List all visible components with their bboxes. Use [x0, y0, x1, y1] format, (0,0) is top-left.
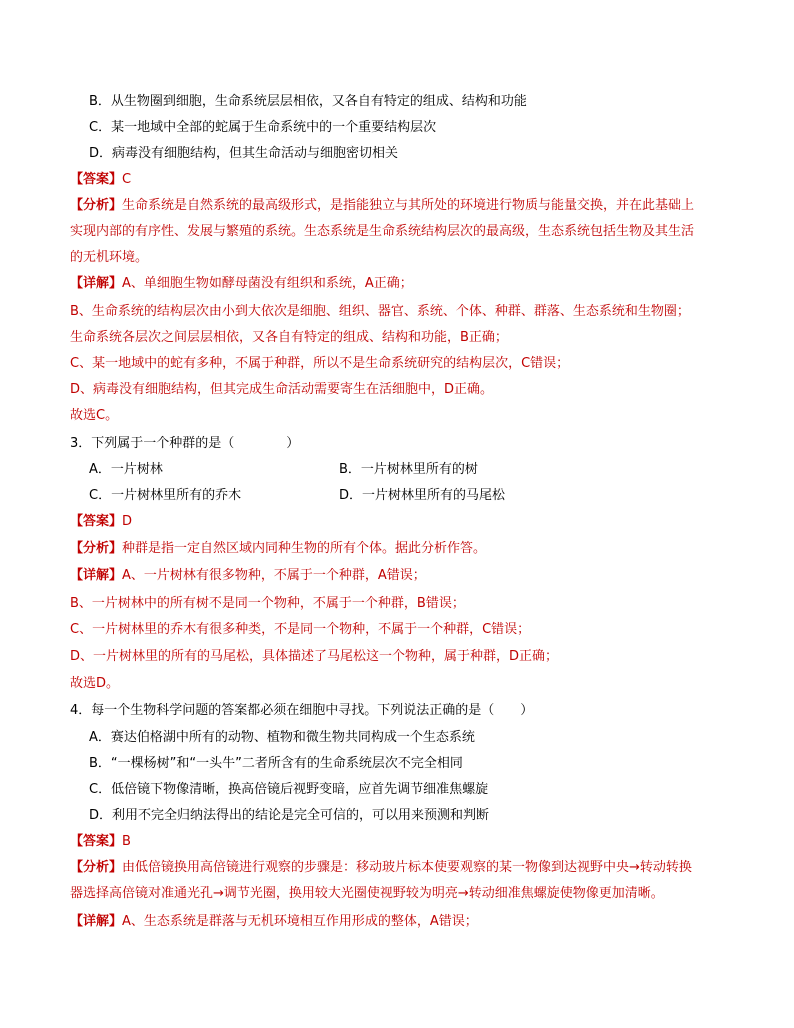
q2-option-b: B．从生物圈到细胞，生命系统层层相依，又各自有特定的组成、结构和功能	[89, 94, 527, 109]
q3-analysis-line-1	[70, 539, 486, 559]
q4-option-c: C．低倍镜下物像清晰，换高倍镜后视野变暗，应首先调节细准焦螺旋	[89, 782, 489, 797]
q3-detail-line-1	[70, 566, 426, 586]
q3-detail-line-5: 故选D。	[70, 676, 120, 691]
q3-detail-line-4: D、一片树林里的所有的马尾松，具体描述了马尾松这一个物种，属于种群，D正确；	[70, 649, 559, 664]
q2-detail-line-2: B、生命系统的结构层次由小到大依次是细胞、组织、器官、系统、个体、种群、群落、生态系统和生物圈；	[70, 304, 690, 319]
q2-detail-line-3: 生命系统各层次之间层层相依，又各自有特定的组成、结构和功能，B正确；	[70, 330, 508, 345]
q2-option-c: C．某一地域中全部的蛇属于生命系统中的一个重要结构层次	[89, 120, 437, 135]
q4-answer-value: B	[122, 834, 131, 849]
q2-option-d: D．病毒没有细胞结构，但其生命活动与细胞密切相关	[89, 146, 399, 161]
q3-answer-value: D	[122, 514, 133, 529]
q2-analysis-tag: 【分析】	[70, 198, 123, 213]
q3-option-c: C．一片树林里所有的乔木	[89, 488, 242, 503]
q2-analysis-text: 生命系统是自然系统的最高级形式，是指能独立与其所处的环境进行物质与能量交换，并在此基础上	[122, 198, 695, 213]
q2-detail-text: A、单细胞生物如酵母菌没有组织和系统，A正确；	[122, 276, 413, 291]
q3-stem: 3．下列属于一个种群的是（ ）	[70, 436, 300, 451]
q4-answer-tag: 【答案】	[70, 834, 123, 849]
q2-detail-line-6: 故选C。	[70, 408, 119, 423]
q3-detail-line-3: C、一片树林里的乔木有很多种类，不是同一个物种，不属于一个种群，C错误；	[70, 622, 531, 637]
q4-detail-text: A、生态系统是群落与无机环境相互作用形成的整体，A错误；	[122, 914, 478, 929]
q3-option-d: D．一片树林里所有的马尾松	[339, 488, 506, 503]
q3-option-a: A．一片树林	[89, 462, 163, 477]
q2-detail-line-4: C、某一地域中的蛇有多种，不属于种群，所以不是生命系统研究的结构层次，C错误；	[70, 356, 570, 371]
q2-detail-tag: 【详解】	[70, 276, 123, 291]
q4-analysis-tag: 【分析】	[70, 860, 123, 875]
q3-detail-text: A、一片树林有很多物种，不属于一个种群，A错误；	[122, 568, 426, 583]
q4-detail-line-1	[70, 912, 478, 932]
q3-answer-tag: 【答案】	[70, 514, 123, 529]
q3-analysis-text: 种群是指一定自然区域内同种生物的所有个体。据此分析作答。	[122, 541, 487, 556]
q2-analysis-line-1	[70, 196, 694, 216]
q3-analysis-tag: 【分析】	[70, 541, 123, 556]
q2-analysis-line-2: 实现内部的有序性、发展与繁殖的系统。生态系统是生命系统结构层次的最高级，生态系统包括生物及其生活	[70, 224, 695, 239]
q4-stem: 4．每一个生物科学问题的答案都必须在细胞中寻找。下列说法正确的是（ ）	[70, 703, 534, 718]
q4-detail-tag: 【详解】	[70, 914, 123, 929]
q4-analysis-text: 由低倍镜换用高倍镜进行观察的步骤是：移动玻片标本使要观察的某一物像到达视野中央→转动转换	[122, 860, 692, 875]
q2-answer-value: C	[122, 172, 132, 187]
q3-detail-tag: 【详解】	[70, 568, 123, 583]
q4-option-a: A．赛达伯格湖中所有的动物、植物和微生物共同构成一个生态系统	[89, 730, 475, 745]
q3-answer-row	[70, 512, 132, 532]
q2-detail-line-1	[70, 274, 413, 294]
q4-option-b: B．“一棵杨树”和“一头牛”二者所含有的生命系统层次不完全相同	[89, 756, 463, 771]
q3-option-b: B．一片树林里所有的树	[339, 462, 478, 477]
q2-detail-line-5: D、病毒没有细胞结构，但其完成生命活动需要寄生在活细胞中，D正确。	[70, 382, 494, 397]
q2-answer-row	[70, 170, 131, 190]
q2-analysis-line-3: 的无机环境。	[70, 250, 149, 265]
q4-option-d: D．利用不完全归纳法得出的结论是完全可信的，可以用来预测和判断	[89, 808, 490, 823]
q4-analysis-line-1	[70, 858, 692, 878]
q4-analysis-line-2: 器选择高倍镜对准通光孔→调节光圈，换用较大光圈使视野较为明亮→转动细准焦螺旋使物像更加清晰。	[70, 886, 664, 901]
q2-answer-tag: 【答案】	[70, 172, 123, 187]
q3-detail-line-2: B、一片树林中的所有树不是同一个物种，不属于一个种群，B错误；	[70, 596, 465, 611]
q4-answer-row	[70, 832, 131, 852]
